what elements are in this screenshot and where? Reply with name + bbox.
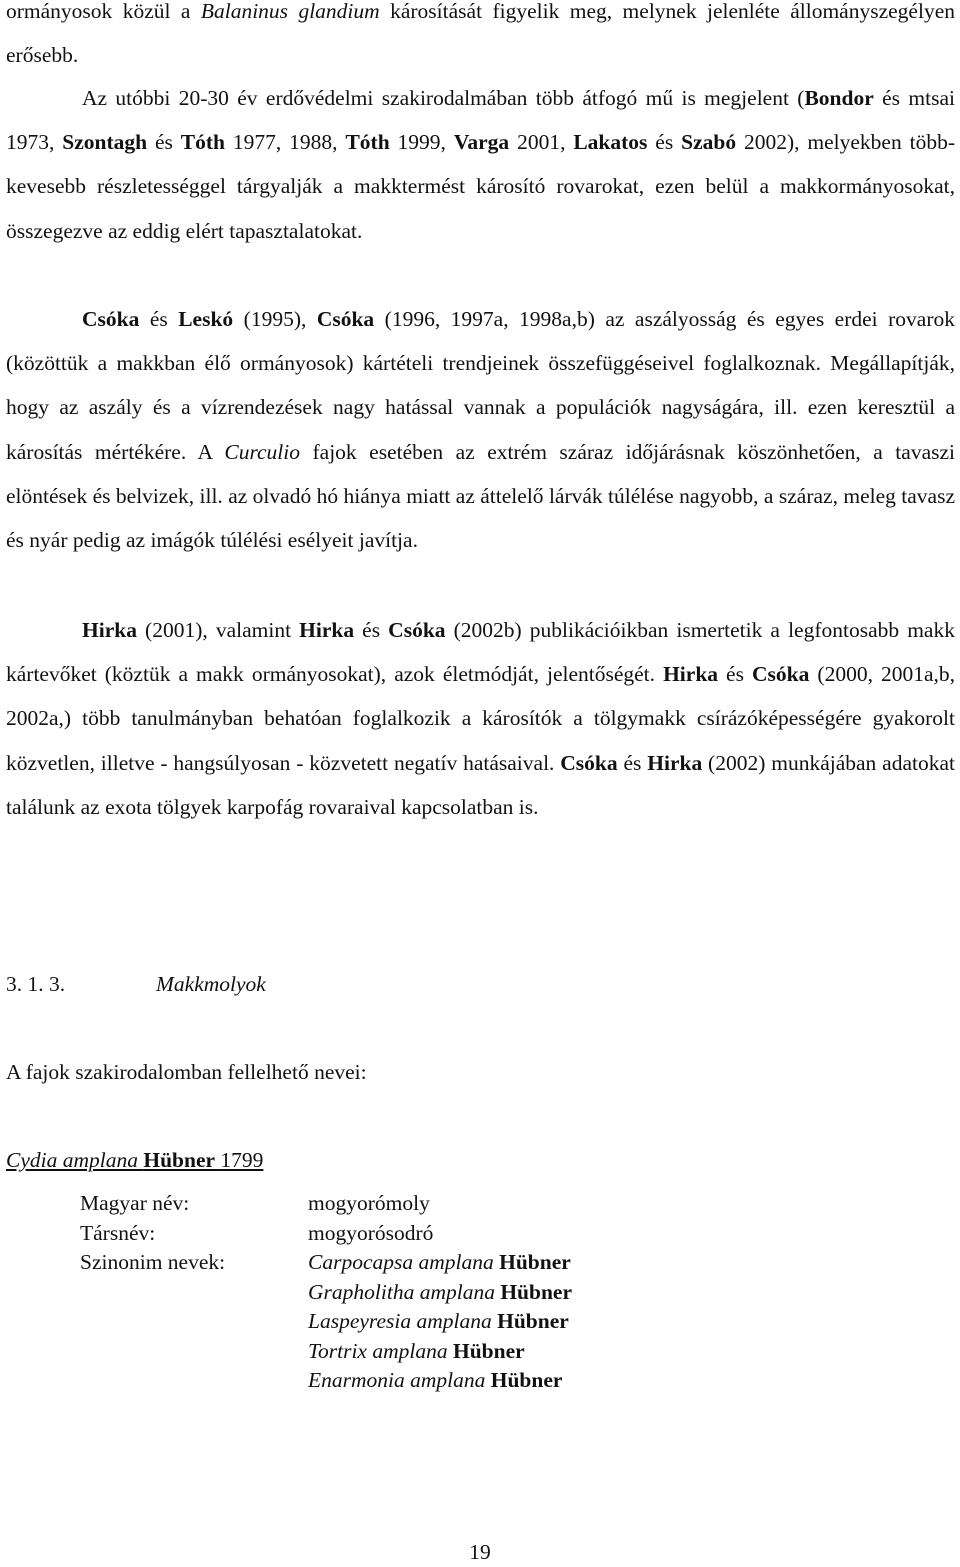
section-number: 3. 1. 3. [6, 972, 66, 996]
text-run: 1999, [389, 130, 454, 155]
names-subtitle: A fajok szakirodalomban fellelhető nevei: [6, 1060, 367, 1084]
hungarian-name-row [80, 1189, 572, 1219]
alt-name-value: mogyorósodró [308, 1220, 434, 1245]
text-run: és [139, 307, 179, 331]
author-name: Szabó [681, 130, 737, 155]
author-name: Csóka [82, 307, 140, 331]
species-author: Hübner [143, 1148, 216, 1172]
alt-name-row [80, 1219, 572, 1249]
species-name-underlined [6, 1148, 263, 1172]
author-name: Csóka [752, 662, 810, 687]
taxon-name: Curculio [224, 439, 301, 464]
author-name: Hirka [663, 662, 719, 687]
synonym-row [80, 1248, 572, 1278]
synonym-binomial: Enarmonia amplana [308, 1368, 486, 1392]
synonym-item [308, 1307, 569, 1337]
author-name: Hirka [299, 618, 355, 642]
synonym-author: Hübner [500, 1279, 573, 1304]
synonym-label: Szinonim nevek: [80, 1250, 226, 1274]
text-run: és mtsai 1973, [6, 86, 955, 155]
synonym-item [308, 1366, 562, 1396]
alt-name-label: Társnév: [80, 1220, 156, 1245]
text-run: ormányosok közül a [6, 0, 201, 23]
text-run: és [718, 662, 753, 687]
page-number: 19 [469, 1540, 491, 1564]
text-run: 2002), melyekben több-kevesebb részletességgel tárgyalják a makktermést károsító rovarokat, ezen belül a makkormányosokat, összegezve az eddig elért tapasztalatokat. [6, 130, 955, 243]
species-heading [6, 1145, 263, 1175]
author-name: Hirka [647, 750, 703, 775]
synonym-binomial: Laspeyresia amplana [308, 1309, 492, 1333]
text-run: 1977, 1988, [225, 130, 346, 155]
author-name: Tóth [180, 130, 226, 155]
paragraph-3 [6, 297, 955, 562]
text-run: (1996, 1997a, 1998a,b) az aszályosság és egyes erdei rovarok (közöttük a makkban élő ormányosok) kártételi trendjeinek összefüggéseivel foglalkoznak. Megállapítják, hogy az aszály és a vízrendezések nagy hatással vannak a populációk nagyságára, ill. ezen keresztül a károsítás mértékére. A [6, 307, 955, 464]
author-name: Csóka [388, 618, 446, 642]
text-run: és [147, 130, 181, 155]
paragraph-4 [6, 608, 955, 829]
species-name: Cydia amplana [6, 1148, 138, 1172]
text-run: fajok esetében az extrém száraz időjárásnak köszönhetően, a tavaszi elöntések és belvizek, ill. az olvadó hó hiánya miatt az áttelelő lárvák túlélése nagyobb, a száraz, meleg tavasz és nyár pedig az imágók túlélési esélyeit javítja. [6, 439, 955, 553]
synonym-item [308, 1248, 571, 1278]
text-run: (2001), valamint [136, 618, 300, 642]
text-run: 2001, [509, 130, 574, 155]
author-name: Csóka [560, 750, 618, 775]
species-year: 1799 [220, 1148, 264, 1172]
synonym-author: Hübner [497, 1309, 569, 1333]
author-name: Csóka [316, 307, 375, 331]
synonym-row [80, 1337, 572, 1367]
paragraph-1 [6, 0, 955, 77]
synonym-item [308, 1278, 572, 1308]
names-table [80, 1189, 572, 1396]
synonym-row [80, 1278, 572, 1308]
synonym-binomial: Tortrix amplana [308, 1338, 448, 1363]
hungarian-name-value: mogyorómoly [308, 1191, 430, 1215]
synonym-author: Hübner [499, 1250, 571, 1274]
text-run: és [617, 750, 648, 775]
author-name: Lakatos [573, 130, 648, 155]
author-name: Tóth [345, 130, 390, 155]
text-run: (2002b) publikációikban ismertetik a legfontosabb makk kártevőket (köztük a makk ormányosokat), azok életmódját, jelentőségét. [6, 618, 955, 687]
text-run: és [647, 130, 682, 155]
text-run: Az utóbbi 20-30 év erdővédelmi szakirodalmában több átfogó mű is megjelent ( [82, 86, 805, 110]
text-run: károsítását figyelik meg, melynek jelenléte állományszegélyen erősebb. [6, 0, 955, 68]
synonym-item [308, 1337, 525, 1367]
text-run: (2002) munkájában adatokat találunk az exota tölgyek karpofág rovaraival kapcsolatban is. [6, 750, 955, 819]
section-title: Makkmolyok [156, 972, 266, 996]
text-run: és [354, 618, 389, 642]
author-name: Varga [453, 130, 510, 155]
text-run: (1995), [233, 307, 317, 331]
synonym-author: Hübner [452, 1338, 525, 1363]
synonym-row [80, 1366, 572, 1396]
author-name: Szontagh [62, 130, 148, 155]
author-name: Leskó [178, 307, 234, 331]
taxon-name: Balaninus glandium [200, 0, 380, 23]
synonym-row [80, 1307, 572, 1337]
hungarian-name-label: Magyar név: [80, 1191, 190, 1215]
author-name: Bondor [804, 86, 874, 110]
author-name: Hirka [82, 618, 137, 642]
section-heading [6, 969, 266, 999]
synonym-binomial: Carpocapsa amplana [308, 1250, 494, 1274]
synonym-binomial: Grapholitha amplana [308, 1279, 495, 1304]
synonym-author: Hübner [490, 1368, 563, 1392]
text-run: (2000, 2001a,b, 2002a,) több tanulmányban behatóan foglalkozik a károsítók a tölgymakk csírázóképességére gyakorolt közvetlen, illetve - hangsúlyosan - közvetett negatív hatásaival. [6, 662, 956, 775]
paragraph-2 [6, 76, 955, 253]
